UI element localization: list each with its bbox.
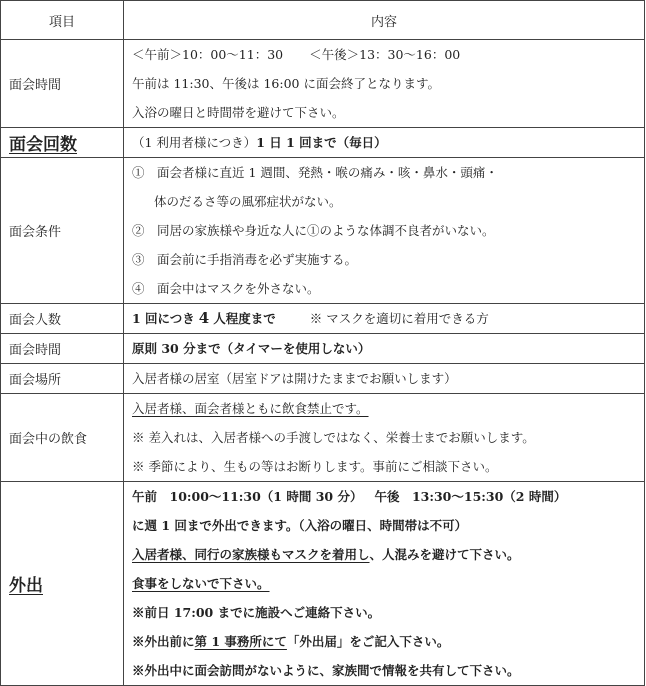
- condition-3: ③ 面会前に手指消毒を必ず実施する。: [132, 252, 358, 267]
- visit-count-line: [124, 128, 644, 157]
- row-outing: [1, 482, 645, 686]
- condition-4: ④ 面会中はマスクを外さない。: [132, 281, 320, 296]
- row-visit-count: [1, 128, 645, 158]
- content-visit-place: [124, 364, 645, 394]
- visit-end-note: 午前は 11:30、午後は 16:00 に面会終了となります。: [132, 76, 440, 91]
- content-visitor-count: [124, 304, 645, 334]
- food-season-note: ※ 季節により、生もの等はお断りします。事前にご相談下さい。: [132, 459, 498, 474]
- outing-times: [124, 482, 644, 511]
- content-visit-count: [124, 128, 645, 158]
- visit-duration-text: 原則 30 分まで（タイマーを使用しない）: [132, 341, 371, 356]
- outing-form-a: ※外出前に: [132, 634, 195, 649]
- outing-pm: 午後 13:30～15:30（2 時間）: [374, 489, 567, 504]
- visitor-count-b: 人程度まで: [213, 311, 276, 326]
- condition-1: ① 面会者様に直近 1 週間、発熱・喉の痛み・咳・鼻水・頭痛・: [132, 165, 498, 180]
- label-visitor-count: 面会人数: [1, 304, 124, 334]
- visitor-count-number: 4: [198, 309, 210, 327]
- outing-form-office: 第 1 事務所にて: [194, 634, 287, 649]
- label-outing: 外出: [1, 482, 124, 686]
- condition-2: ② 同居の家族様や身近な人に①のような体調不良者がいない。: [132, 223, 495, 238]
- visit-hours-pm: ＜午後＞13：30～16：00: [309, 47, 461, 62]
- outing-mask-rest: 、人混みを避けて下さい。: [369, 547, 520, 562]
- visit-hours-am: ＜午前＞10：00～11：30: [132, 47, 284, 62]
- outing-mask-underlined: 入居者様、同行の家族様もマスクを着用し: [132, 547, 370, 562]
- label-visit-place: 面会場所: [1, 364, 124, 394]
- header-content: 内容: [124, 1, 645, 40]
- row-visitor-count: [1, 304, 645, 334]
- food-prohibited: 入居者様、面会者様ともに飲食禁止です。: [132, 401, 369, 416]
- visit-place-text: 入居者様の居室（居室ドアは開けたままでお願いします）: [132, 371, 457, 386]
- visit-hours-line: [124, 40, 644, 69]
- outing-form-b: 「外出届」をご記入下さい。: [286, 634, 450, 649]
- visitor-mask-note: ※ マスクを適切に着用できる方: [309, 311, 489, 326]
- outing-share-info: ※外出中に面会訪問がないように、家族間で情報を共有して下さい。: [132, 663, 520, 678]
- label-visit-count: 面会回数: [1, 128, 124, 158]
- visitor-count-line: [124, 304, 644, 333]
- row-visit-hours: [1, 40, 645, 128]
- visit-count-prefix: （1 利用者様につき）: [132, 135, 257, 150]
- row-visit-duration: [1, 334, 645, 364]
- condition-1-cont: 体のだるさ等の風邪症状がない。: [154, 194, 342, 209]
- label-visit-conditions: 面会条件: [1, 158, 124, 304]
- outing-frequency: に週 1 回まで外出できます。（入浴の曜日、時間帯は不可）: [132, 518, 468, 533]
- row-visit-conditions: [1, 158, 645, 304]
- label-food: 面会中の飲食: [1, 394, 124, 482]
- outing-contact: ※前日 17:00 までに施設へご連絡下さい。: [132, 605, 381, 620]
- table-header-row: [1, 1, 645, 40]
- visitor-count-a: 1 回につき: [132, 311, 195, 326]
- header-item: 項目: [1, 1, 124, 40]
- outing-no-meal: 食事をしないで下さい。: [132, 576, 270, 591]
- content-visit-duration: [124, 334, 645, 364]
- row-food: [1, 394, 645, 482]
- label-visit-hours: 面会時間: [1, 40, 124, 128]
- row-visit-place: [1, 364, 645, 394]
- food-gift-note: ※ 差入れは、入居者様への手渡しではなく、栄養士までお願いします。: [132, 430, 535, 445]
- bath-avoid-note: 入浴の曜日と時間帯を避けて下さい。: [132, 105, 345, 120]
- content-visit-conditions: [124, 158, 645, 304]
- visit-count-rule: 1 日 1 回まで（毎日）: [256, 135, 387, 150]
- content-food: [124, 394, 645, 482]
- content-outing: [124, 482, 645, 686]
- outing-form: [124, 627, 644, 656]
- label-visit-duration: 面会時間: [1, 334, 124, 364]
- outing-am: 午前 10:00～11:30（1 時間 30 分）: [132, 489, 363, 504]
- content-visit-hours: [124, 40, 645, 128]
- outing-mask: [124, 540, 644, 569]
